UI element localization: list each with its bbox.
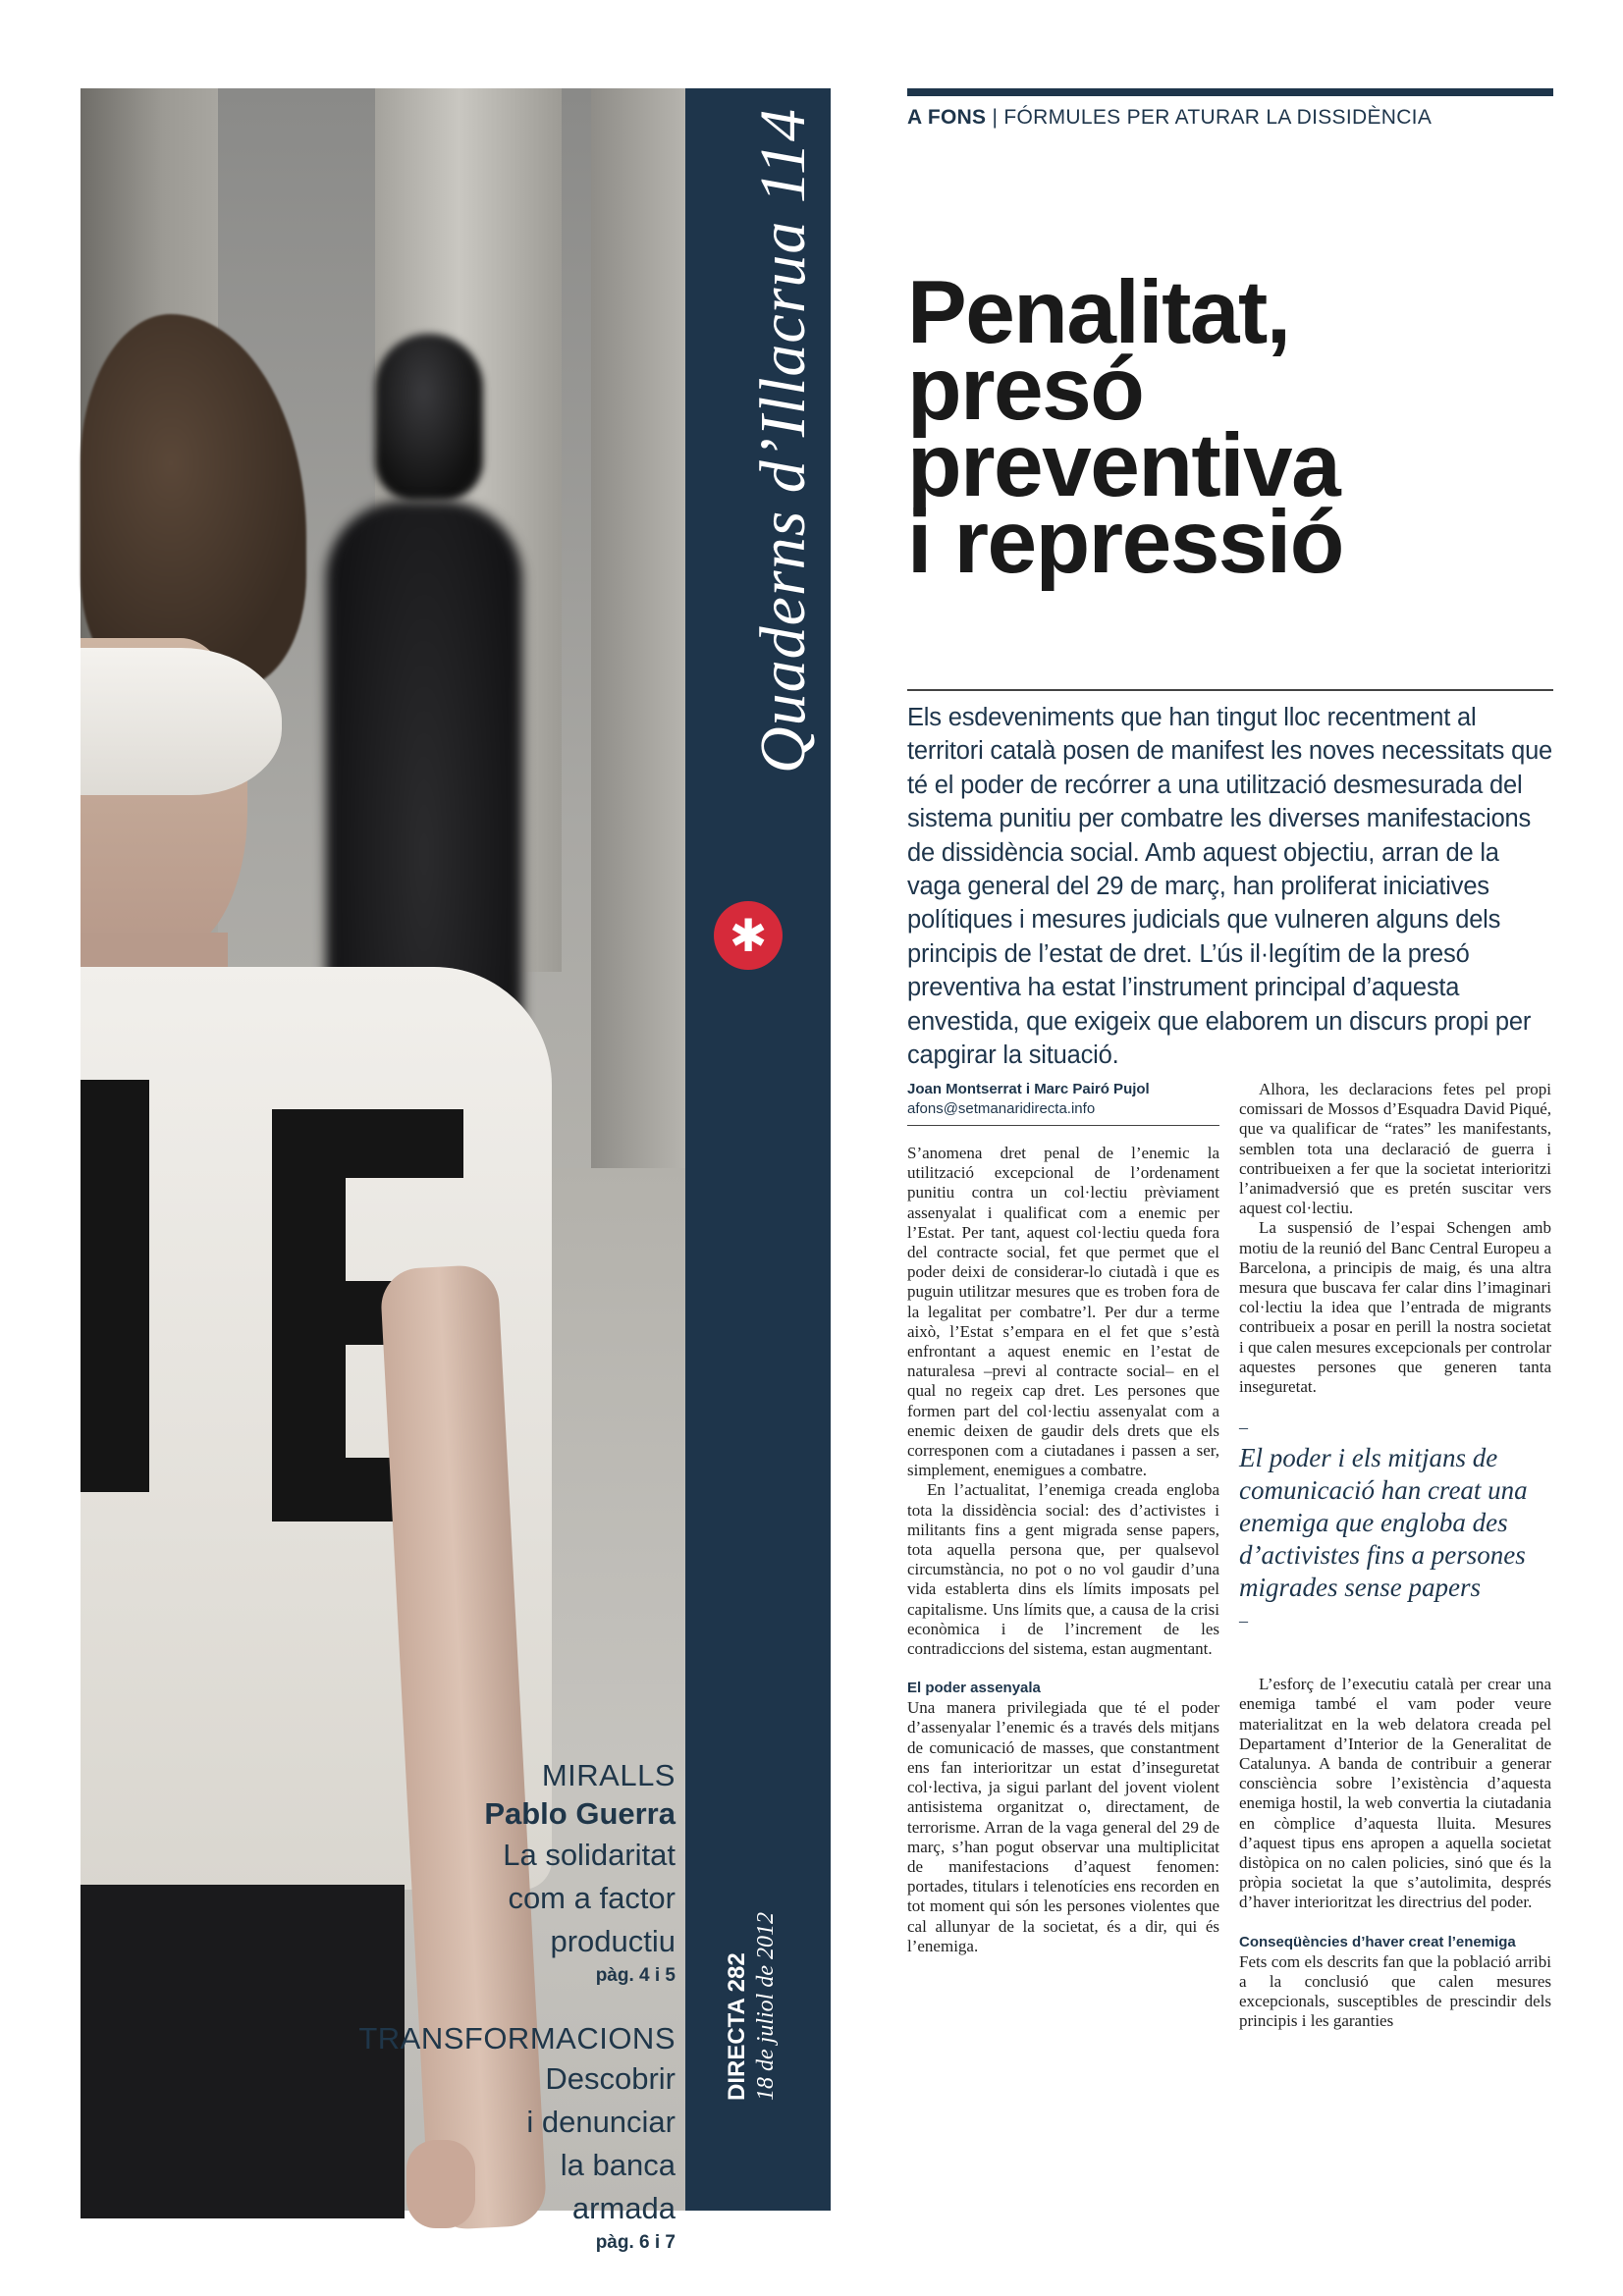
body-paragraph: Una manera privilegiada que té el poder d’assenyalar l’enemic és a través dels mitjans de comunicació de masses, que constantment ens fan interioritzar un estat d’inseguretat col·lectiva, ja sigui parlant del jovent violent antisistema organitzat o, directament, de terrorisme. Arran de la vaga general del 29 de març, s’han pogut observar una multiplicitat de manifestacions d’aquest fenomen: portades, titulars i telenotícies ens recorden en tot moment qui són les persones violentes que cal allunyar de la societat, és a dir, qui és l’enemiga. <box>907 1698 1219 1955</box>
headline-divider <box>907 689 1553 691</box>
background-pillar <box>591 88 685 1168</box>
body-paragraph: En l’actualitat, l’enemiga creada engloba tota la dissidència social: des d’activistes i militants fins a gent migrada sense papers, tota aquella persona que, per qualsevol circumstància, no pot o no vol gaudir d’una vida establerta dins els límits imposats pel capitalisme. Uns límits que, a causa de la crisi econòmica i de l’increment de les contradiccions del sistema, estan augmentant. <box>907 1480 1219 1659</box>
teaser-page-ref: pàg. 4 i 5 <box>595 1965 676 1986</box>
subhead: El poder assenyala <box>907 1680 1041 1697</box>
teaser-section: TRANSFORMACIONS <box>358 2021 676 2056</box>
teaser-title-line: Descobrir <box>545 2061 676 2096</box>
teaser-name: Pablo Guerra <box>484 1796 676 1831</box>
masthead-title: Quaderns d’Illacrua 114 <box>747 108 819 774</box>
byline-email[interactable]: afons@setmanaridirecta.info <box>907 1099 1219 1126</box>
teaser-miralls[interactable] <box>352 1757 676 1987</box>
body-paragraph: La suspensió de l’espai Schengen amb motiu de la reunió del Banc Central Europeu a Barcelona, a principis de maig, és una altra mesura que buscava fer calar dins l’imaginari col·lectiu la idea que l’entrada de migrants contribueix a posar en perill la nostra societat i que calen mesures excepcionals per controlar aquestes persones que generen tanta inseguretat. <box>1239 1218 1551 1397</box>
teaser-title-line: la banca <box>560 2148 676 2182</box>
section-label <box>907 106 1432 130</box>
headline-line: presó <box>907 340 1144 439</box>
riot-police-helmet <box>375 334 483 501</box>
body-paragraph: Alhora, les declaracions fetes pel propi comissari de Mossos d’Esquadra David Piqué, que va qualificar de “rates” les manifestants, semblen tota una declaració de guerra i contribueixen a fer que la societat interioritzi l’animadversió que es pretén suscitar vers aquest col·lectiu. <box>1239 1080 1551 1218</box>
issue-info <box>724 1904 792 2101</box>
headline-line: i repressió <box>907 493 1343 592</box>
directa-logo-icon <box>714 901 783 970</box>
section-label-bold: A FONS <box>907 106 987 129</box>
column-2-body <box>1239 1675 1551 2031</box>
cover-teasers <box>352 1757 676 2254</box>
section-label-rest: | FÓRMULES PER ATURAR LA DISSIDÈNCIA <box>986 106 1433 129</box>
column-2-top <box>1239 1080 1551 1397</box>
teaser-title-line: La solidaritat <box>503 1838 676 1872</box>
body-paragraph: L’esforç de l’executiu català per crear una enemiga també el vam poder veure materialitzat en la web delatora creada pel Departament d’Interior de la Generalitat de Catalunya. A banda de contribuir a generar consciència sobre l’existència d’aquesta enemiga hostil, la web convertia la ciutadania en còmplice d’aquesta lluita. Mesures d’aquest tipus ens apropen a aquella societat distòpica on no calen policies, sinó que és la pròpia societat la que s’autolimita, després d’haver interioritzat les directrius del poder. <box>1239 1675 1551 1912</box>
teaser-transformacions[interactable] <box>352 2020 676 2254</box>
teaser-title-line: i denunciar <box>526 2105 676 2139</box>
cover-photo <box>81 88 685 2253</box>
pullquote-block <box>1239 1416 1551 1631</box>
headline-line: preventiva <box>907 416 1340 515</box>
teaser-title-line: productiu <box>550 1924 676 1958</box>
article-column-2 <box>1239 1080 1551 2032</box>
teaser-title-line: armada <box>571 2191 676 2225</box>
teaser-title-line: com a factor <box>508 1881 676 1915</box>
woman-hair <box>81 314 306 687</box>
blindfold <box>81 648 282 795</box>
teaser-page-ref: pàg. 6 i 7 <box>595 2232 676 2253</box>
byline: Joan Montserrat i Marc Pairó Pujol <box>907 1081 1150 1097</box>
pullquote-dash: – <box>1239 1611 1248 1631</box>
subhead: Conseqüències d’haver creat l’enemiga <box>1239 1933 1516 1950</box>
section-top-rule <box>907 88 1553 96</box>
body-paragraph: S’anomena dret penal de l’enemic la utilització excepcional de l’ordenament punitiu contra un col·lectiu prèviament assenyalat i qualificat com a enemic per l’Estat. Per tant, aquest col·lectiu queda fora del contracte social, fet que permet que el poder deixi de considerar-lo ciutadà i que es puguin utilitzar mesures que es troben fora de la legalitat per combatre’l. Per dur a terme això, l’Estat s’empara en el fet que s’està enfrontant a aquest enemic en l’estat de naturalesa –previ al contracte social– en el qual no regeix cap dret. Les persones que formen part del col·lectiu assenyalat com a enemic deixen de gaudir dels drets que els corresponen com a ciutadanes i passen a ser, simplement, enemigues a combatre. <box>907 1144 1219 1480</box>
teaser-section: MIRALLS <box>541 1758 676 1792</box>
issue-date: 18 de juliol de 2012 <box>753 1912 779 2101</box>
pullquote: El poder i els mitjans de comunicació han creat una enemiga que engloba des d’activistes fins a persones migrades sense papers <box>1239 1443 1528 1603</box>
article-column-1 <box>907 1080 1219 1956</box>
lead-paragraph: Els esdeveniments que han tingut lloc recentment al territori català posen de manifest les noves necessitats que té el poder de recórrer a una utilització desmesurada del sistema punitiu per combatre les diverses manifestacions de dissidència social. Amb aquest objectiu, arran de la vaga general del 29 de març, han proliferat iniciatives polítiques i mesures judicials que vulneren alguns dels principis de l’estat de dret. L’ús il·legítim de la presó preventiva ha estat l’instrument principal d’aquesta envestida, que exigeix que elaborem un discurs propi per capgirar la situació. <box>907 704 1553 1070</box>
tshirt-print <box>346 1109 463 1178</box>
tshirt-print <box>272 1109 346 1522</box>
pullquote-dash: – <box>1239 1417 1248 1438</box>
headline-line: Penalitat, <box>907 263 1290 362</box>
tshirt-print <box>81 1080 149 1492</box>
masthead <box>729 108 846 874</box>
headline <box>907 263 1536 592</box>
issue-number: DIRECTA 282 <box>724 1952 750 2101</box>
figure-icon: ✱ <box>729 909 768 962</box>
body-paragraph: Fets com els descrits fan que la població arribi a la conclusió que calen mesures excepcionals, susceptibles de prescindir dels principis i les garanties <box>1239 1951 1551 2031</box>
